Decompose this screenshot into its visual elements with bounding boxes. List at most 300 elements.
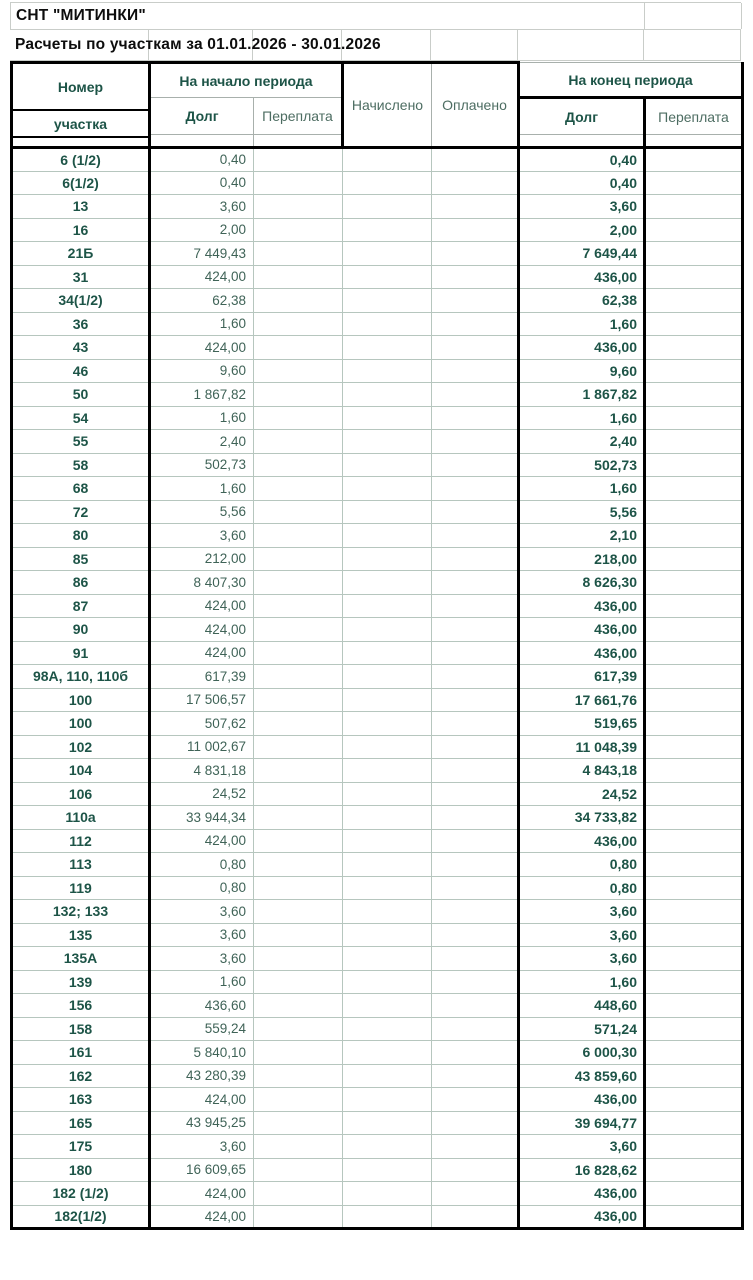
table-row <box>12 289 743 313</box>
plot-number-cell: 180 <box>12 1158 150 1182</box>
accrued-cell <box>343 547 432 571</box>
debt-start-cell: 0,80 <box>150 853 254 877</box>
table-row <box>12 594 743 618</box>
overpay-start-cell <box>254 1088 343 1112</box>
plot-number-cell: 158 <box>12 1017 150 1041</box>
accrued-cell <box>343 571 432 595</box>
table-row <box>12 1017 743 1041</box>
paid-cell <box>432 994 519 1018</box>
accrued-cell <box>343 1158 432 1182</box>
plot-number-cell: 106 <box>12 782 150 806</box>
paid-cell <box>432 876 519 900</box>
table-row <box>12 1088 743 1112</box>
debt-end-cell: 4 843,18 <box>519 759 645 783</box>
debt-end-cell: 2,10 <box>519 524 645 548</box>
accrued-cell <box>343 218 432 242</box>
table-row <box>12 242 743 266</box>
paid-cell <box>432 970 519 994</box>
debt-end-cell: 436,00 <box>519 641 645 665</box>
debt-end-cell: 1,60 <box>519 406 645 430</box>
table-row <box>12 1135 743 1159</box>
paid-cell <box>432 312 519 336</box>
plot-number-cell: 165 <box>12 1111 150 1135</box>
paid-cell <box>432 829 519 853</box>
gridline <box>741 3 742 29</box>
overpay-start-cell <box>254 594 343 618</box>
table-row <box>12 970 743 994</box>
debt-end-cell: 1,60 <box>519 477 645 501</box>
debt-start-cell: 559,24 <box>150 1017 254 1041</box>
debt-start-cell: 424,00 <box>150 1205 254 1229</box>
plot-number-cell: 162 <box>12 1064 150 1088</box>
accrued-cell <box>343 853 432 877</box>
paid-cell <box>432 782 519 806</box>
overpay-start-cell <box>254 265 343 289</box>
overpay-start-cell <box>254 406 343 430</box>
debt-end-cell: 0,40 <box>519 171 645 195</box>
overpay-start-cell <box>254 876 343 900</box>
table-row <box>12 383 743 407</box>
accrued-cell <box>343 829 432 853</box>
overpay-end-cell <box>645 712 743 736</box>
header-debt-end: Долг <box>519 98 645 135</box>
plot-number-cell: 58 <box>12 453 150 477</box>
overpay-start-cell <box>254 1135 343 1159</box>
overpay-end-cell <box>645 876 743 900</box>
overpay-start-cell <box>254 665 343 689</box>
overpay-start-cell <box>254 712 343 736</box>
plot-number-cell: 91 <box>12 641 150 665</box>
debt-end-cell: 617,39 <box>519 665 645 689</box>
debt-start-cell: 5,56 <box>150 500 254 524</box>
debt-end-cell: 1 867,82 <box>519 383 645 407</box>
plot-number-cell: 34(1/2) <box>12 289 150 313</box>
paid-cell <box>432 218 519 242</box>
overpay-start-cell <box>254 735 343 759</box>
accrued-cell <box>343 359 432 383</box>
debt-start-cell: 1,60 <box>150 477 254 501</box>
plot-number-cell: 182(1/2) <box>12 1205 150 1229</box>
accrued-cell <box>343 688 432 712</box>
overpay-end-cell <box>645 759 743 783</box>
plot-number-cell: 55 <box>12 430 150 454</box>
debt-end-cell: 11 048,39 <box>519 735 645 759</box>
debt-end-cell: 1,60 <box>519 970 645 994</box>
accrued-cell <box>343 171 432 195</box>
plot-number-cell: 175 <box>12 1135 150 1159</box>
debt-end-cell: 2,40 <box>519 430 645 454</box>
overpay-end-cell <box>645 1182 743 1206</box>
overpay-end-cell <box>645 430 743 454</box>
plot-number-cell: 104 <box>12 759 150 783</box>
overpay-start-cell <box>254 947 343 971</box>
table-row <box>12 406 743 430</box>
plots-table <box>10 61 744 1230</box>
debt-end-cell: 16 828,62 <box>519 1158 645 1182</box>
table-row <box>12 336 743 360</box>
paid-cell <box>432 171 519 195</box>
overpay-start-cell <box>254 853 343 877</box>
overpay-end-cell <box>645 500 743 524</box>
debt-start-cell: 3,60 <box>150 524 254 548</box>
plot-number-cell: 110а <box>12 806 150 830</box>
table-row <box>12 923 743 947</box>
table-row <box>12 1041 743 1065</box>
table-row <box>12 829 743 853</box>
debt-end-cell: 39 694,77 <box>519 1111 645 1135</box>
overpay-end-cell <box>645 970 743 994</box>
plot-number-cell: 31 <box>12 265 150 289</box>
overpay-end-cell <box>645 453 743 477</box>
debt-start-cell: 424,00 <box>150 829 254 853</box>
debt-start-cell: 0,40 <box>150 148 254 172</box>
debt-start-cell: 507,62 <box>150 712 254 736</box>
table-row <box>12 1205 743 1229</box>
paid-cell <box>432 571 519 595</box>
debt-end-cell: 436,00 <box>519 336 645 360</box>
gridline <box>430 30 431 60</box>
overpay-start-cell <box>254 430 343 454</box>
paid-cell <box>432 500 519 524</box>
debt-end-cell: 43 859,60 <box>519 1064 645 1088</box>
table-row <box>12 618 743 642</box>
paid-cell <box>432 688 519 712</box>
table-row <box>12 994 743 1018</box>
accrued-cell <box>343 900 432 924</box>
overpay-start-cell <box>254 1017 343 1041</box>
paid-cell <box>432 1205 519 1229</box>
accrued-cell <box>343 500 432 524</box>
table-row <box>12 1158 743 1182</box>
accrued-cell <box>343 430 432 454</box>
accrued-cell <box>343 735 432 759</box>
plot-number-cell: 100 <box>12 688 150 712</box>
plot-number-cell: 13 <box>12 195 150 219</box>
paid-cell <box>432 1111 519 1135</box>
overpay-end-cell <box>645 947 743 971</box>
debt-end-cell: 502,73 <box>519 453 645 477</box>
debt-start-cell: 3,60 <box>150 947 254 971</box>
overpay-start-cell <box>254 547 343 571</box>
overpay-end-cell <box>645 242 743 266</box>
debt-end-cell: 62,38 <box>519 289 645 313</box>
debt-start-cell: 2,40 <box>150 430 254 454</box>
debt-start-cell: 11 002,67 <box>150 735 254 759</box>
overpay-start-cell <box>254 1182 343 1206</box>
paid-cell <box>432 1135 519 1159</box>
overpay-end-cell <box>645 1205 743 1229</box>
table-row <box>12 1064 743 1088</box>
overpay-end-cell <box>645 1041 743 1065</box>
table-row <box>12 571 743 595</box>
overpay-end-cell <box>645 524 743 548</box>
plot-number-cell: 102 <box>12 735 150 759</box>
accrued-cell <box>343 312 432 336</box>
plot-number-cell: 163 <box>12 1088 150 1112</box>
accrued-cell <box>343 336 432 360</box>
plot-number-cell: 80 <box>12 524 150 548</box>
table-row <box>12 641 743 665</box>
paid-cell <box>432 406 519 430</box>
debt-start-cell: 1 867,82 <box>150 383 254 407</box>
table-row <box>12 453 743 477</box>
plot-number-cell: 132; 133 <box>12 900 150 924</box>
debt-start-cell: 424,00 <box>150 641 254 665</box>
accrued-cell <box>343 782 432 806</box>
paid-cell <box>432 853 519 877</box>
accrued-cell <box>343 641 432 665</box>
overpay-start-cell <box>254 688 343 712</box>
accrued-cell <box>343 712 432 736</box>
plot-number-cell: 36 <box>12 312 150 336</box>
debt-start-cell: 2,00 <box>150 218 254 242</box>
accrued-cell <box>343 1017 432 1041</box>
overpay-start-cell <box>254 759 343 783</box>
table-row <box>12 1182 743 1206</box>
gridline <box>517 30 518 60</box>
paid-cell <box>432 923 519 947</box>
overpay-end-cell <box>645 688 743 712</box>
overpay-start-cell <box>254 195 343 219</box>
overpay-start-cell <box>254 1158 343 1182</box>
org-title-row <box>10 2 741 30</box>
debt-end-cell: 6 000,30 <box>519 1041 645 1065</box>
debt-start-cell: 24,52 <box>150 782 254 806</box>
table-row <box>12 500 743 524</box>
paid-cell <box>432 1158 519 1182</box>
plot-number-cell: 6(1/2) <box>12 171 150 195</box>
debt-end-cell: 436,00 <box>519 1205 645 1229</box>
accrued-cell <box>343 477 432 501</box>
table-row <box>12 1111 743 1135</box>
accrued-cell <box>343 876 432 900</box>
paid-cell <box>432 1088 519 1112</box>
overpay-start-cell <box>254 1041 343 1065</box>
paid-cell <box>432 712 519 736</box>
table-row <box>12 806 743 830</box>
table-row <box>12 947 743 971</box>
debt-end-cell: 0,40 <box>519 148 645 172</box>
overpay-end-cell <box>645 1064 743 1088</box>
plot-number-cell: 72 <box>12 500 150 524</box>
accrued-cell <box>343 994 432 1018</box>
debt-end-cell: 218,00 <box>519 547 645 571</box>
table-row <box>12 524 743 548</box>
overpay-end-cell <box>645 477 743 501</box>
paid-cell <box>432 148 519 172</box>
overpay-start-cell <box>254 453 343 477</box>
gridline <box>643 30 644 60</box>
debt-start-cell: 5 840,10 <box>150 1041 254 1065</box>
debt-end-cell: 436,00 <box>519 1182 645 1206</box>
overpay-start-cell <box>254 970 343 994</box>
debt-start-cell: 17 506,57 <box>150 688 254 712</box>
plot-number-cell: 135А <box>12 947 150 971</box>
paid-cell <box>432 383 519 407</box>
debt-start-cell: 3,60 <box>150 1135 254 1159</box>
header-debt-start: Долг <box>150 98 254 135</box>
accrued-cell <box>343 970 432 994</box>
overpay-end-cell <box>645 641 743 665</box>
table-row <box>12 195 743 219</box>
accrued-cell <box>343 1041 432 1065</box>
overpay-end-cell <box>645 148 743 172</box>
table-row <box>12 218 743 242</box>
debt-end-cell: 0,80 <box>519 876 645 900</box>
debt-end-cell: 436,00 <box>519 1088 645 1112</box>
debt-end-cell: 34 733,82 <box>519 806 645 830</box>
debt-start-cell: 436,60 <box>150 994 254 1018</box>
table-row <box>12 900 743 924</box>
overpay-end-cell <box>645 829 743 853</box>
accrued-cell <box>343 594 432 618</box>
paid-cell <box>432 289 519 313</box>
plot-number-cell: 16 <box>12 218 150 242</box>
paid-cell <box>432 524 519 548</box>
overpay-start-cell <box>254 383 343 407</box>
plot-number-cell: 156 <box>12 994 150 1018</box>
table-row <box>12 359 743 383</box>
overpay-start-cell <box>254 829 343 853</box>
debt-start-cell: 617,39 <box>150 665 254 689</box>
overpay-end-cell <box>645 618 743 642</box>
debt-start-cell: 1,60 <box>150 312 254 336</box>
debt-end-cell: 3,60 <box>519 900 645 924</box>
debt-end-cell: 448,60 <box>519 994 645 1018</box>
accrued-cell <box>343 806 432 830</box>
debt-start-cell: 43 945,25 <box>150 1111 254 1135</box>
debt-start-cell: 3,60 <box>150 923 254 947</box>
debt-start-cell: 62,38 <box>150 289 254 313</box>
debt-end-cell: 3,60 <box>519 195 645 219</box>
debt-end-cell: 0,80 <box>519 853 645 877</box>
debt-start-cell: 33 944,34 <box>150 806 254 830</box>
debt-start-cell: 1,60 <box>150 970 254 994</box>
header-overpay-end: Переплата <box>645 98 743 135</box>
overpay-start-cell <box>254 900 343 924</box>
overpay-start-cell <box>254 312 343 336</box>
plot-number-cell: 68 <box>12 477 150 501</box>
overpay-end-cell <box>645 547 743 571</box>
accrued-cell <box>343 947 432 971</box>
plot-number-cell: 112 <box>12 829 150 853</box>
paid-cell <box>432 900 519 924</box>
paid-cell <box>432 665 519 689</box>
paid-cell <box>432 1041 519 1065</box>
overpay-end-cell <box>645 406 743 430</box>
overpay-end-cell <box>645 571 743 595</box>
debt-start-cell: 0,80 <box>150 876 254 900</box>
accrued-cell <box>343 1205 432 1229</box>
overpay-start-cell <box>254 782 343 806</box>
debt-end-cell: 436,00 <box>519 618 645 642</box>
plot-number-cell: 6 (1/2) <box>12 148 150 172</box>
overpay-start-cell <box>254 500 343 524</box>
overpay-end-cell <box>645 359 743 383</box>
accrued-cell <box>343 759 432 783</box>
plot-number-cell: 46 <box>12 359 150 383</box>
accrued-cell <box>343 265 432 289</box>
debt-start-cell: 3,60 <box>150 900 254 924</box>
debt-start-cell: 8 407,30 <box>150 571 254 595</box>
plot-number-cell: 98А, 110, 110б <box>12 665 150 689</box>
paid-cell <box>432 618 519 642</box>
accrued-cell <box>343 1111 432 1135</box>
plot-number-cell: 100 <box>12 712 150 736</box>
accrued-cell <box>343 923 432 947</box>
report-title-row <box>10 30 741 61</box>
debt-start-cell: 1,60 <box>150 406 254 430</box>
plot-number-cell: 86 <box>12 571 150 595</box>
overpay-end-cell <box>645 994 743 1018</box>
paid-cell <box>432 806 519 830</box>
paid-cell <box>432 1017 519 1041</box>
overpay-end-cell <box>645 853 743 877</box>
overpay-start-cell <box>254 148 343 172</box>
report-title: Расчеты по участкам за 01.01.2026 - 30.01.2026 <box>15 36 381 53</box>
table-row <box>12 735 743 759</box>
table-row <box>12 148 743 172</box>
plot-number-cell: 119 <box>12 876 150 900</box>
debt-end-cell: 24,52 <box>519 782 645 806</box>
accrued-cell <box>343 618 432 642</box>
accrued-cell <box>343 242 432 266</box>
debt-start-cell: 424,00 <box>150 265 254 289</box>
accrued-cell <box>343 289 432 313</box>
debt-end-cell: 571,24 <box>519 1017 645 1041</box>
overpay-end-cell <box>645 1017 743 1041</box>
plot-number-cell: 182 (1/2) <box>12 1182 150 1206</box>
header-plot-number-top: Номер <box>13 64 148 111</box>
overpay-start-cell <box>254 571 343 595</box>
overpay-end-cell <box>645 782 743 806</box>
debt-start-cell: 424,00 <box>150 618 254 642</box>
paid-cell <box>432 641 519 665</box>
plot-number-cell: 113 <box>12 853 150 877</box>
accrued-cell <box>343 195 432 219</box>
debt-start-cell: 424,00 <box>150 336 254 360</box>
paid-cell <box>432 594 519 618</box>
gridline <box>644 3 645 29</box>
table-row <box>12 430 743 454</box>
paid-cell <box>432 453 519 477</box>
debt-end-cell: 519,65 <box>519 712 645 736</box>
overpay-start-cell <box>254 359 343 383</box>
overpay-start-cell <box>254 171 343 195</box>
debt-end-cell: 3,60 <box>519 1135 645 1159</box>
header-accrued: Начислено <box>343 63 432 148</box>
debt-start-cell: 7 449,43 <box>150 242 254 266</box>
paid-cell <box>432 735 519 759</box>
plot-number-cell: 43 <box>12 336 150 360</box>
debt-start-cell: 424,00 <box>150 594 254 618</box>
debt-start-cell: 424,00 <box>150 1182 254 1206</box>
paid-cell <box>432 265 519 289</box>
overpay-end-cell <box>645 1111 743 1135</box>
accrued-cell <box>343 1064 432 1088</box>
debt-start-cell: 9,60 <box>150 359 254 383</box>
table-row <box>12 665 743 689</box>
header-paid: Оплачено <box>432 63 519 148</box>
table-row <box>12 547 743 571</box>
debt-end-cell: 17 661,76 <box>519 688 645 712</box>
plot-number-cell: 161 <box>12 1041 150 1065</box>
overpay-end-cell <box>645 1158 743 1182</box>
debt-start-cell: 502,73 <box>150 453 254 477</box>
accrued-cell <box>343 383 432 407</box>
plots-table-body <box>12 148 743 1229</box>
table-row <box>12 477 743 501</box>
